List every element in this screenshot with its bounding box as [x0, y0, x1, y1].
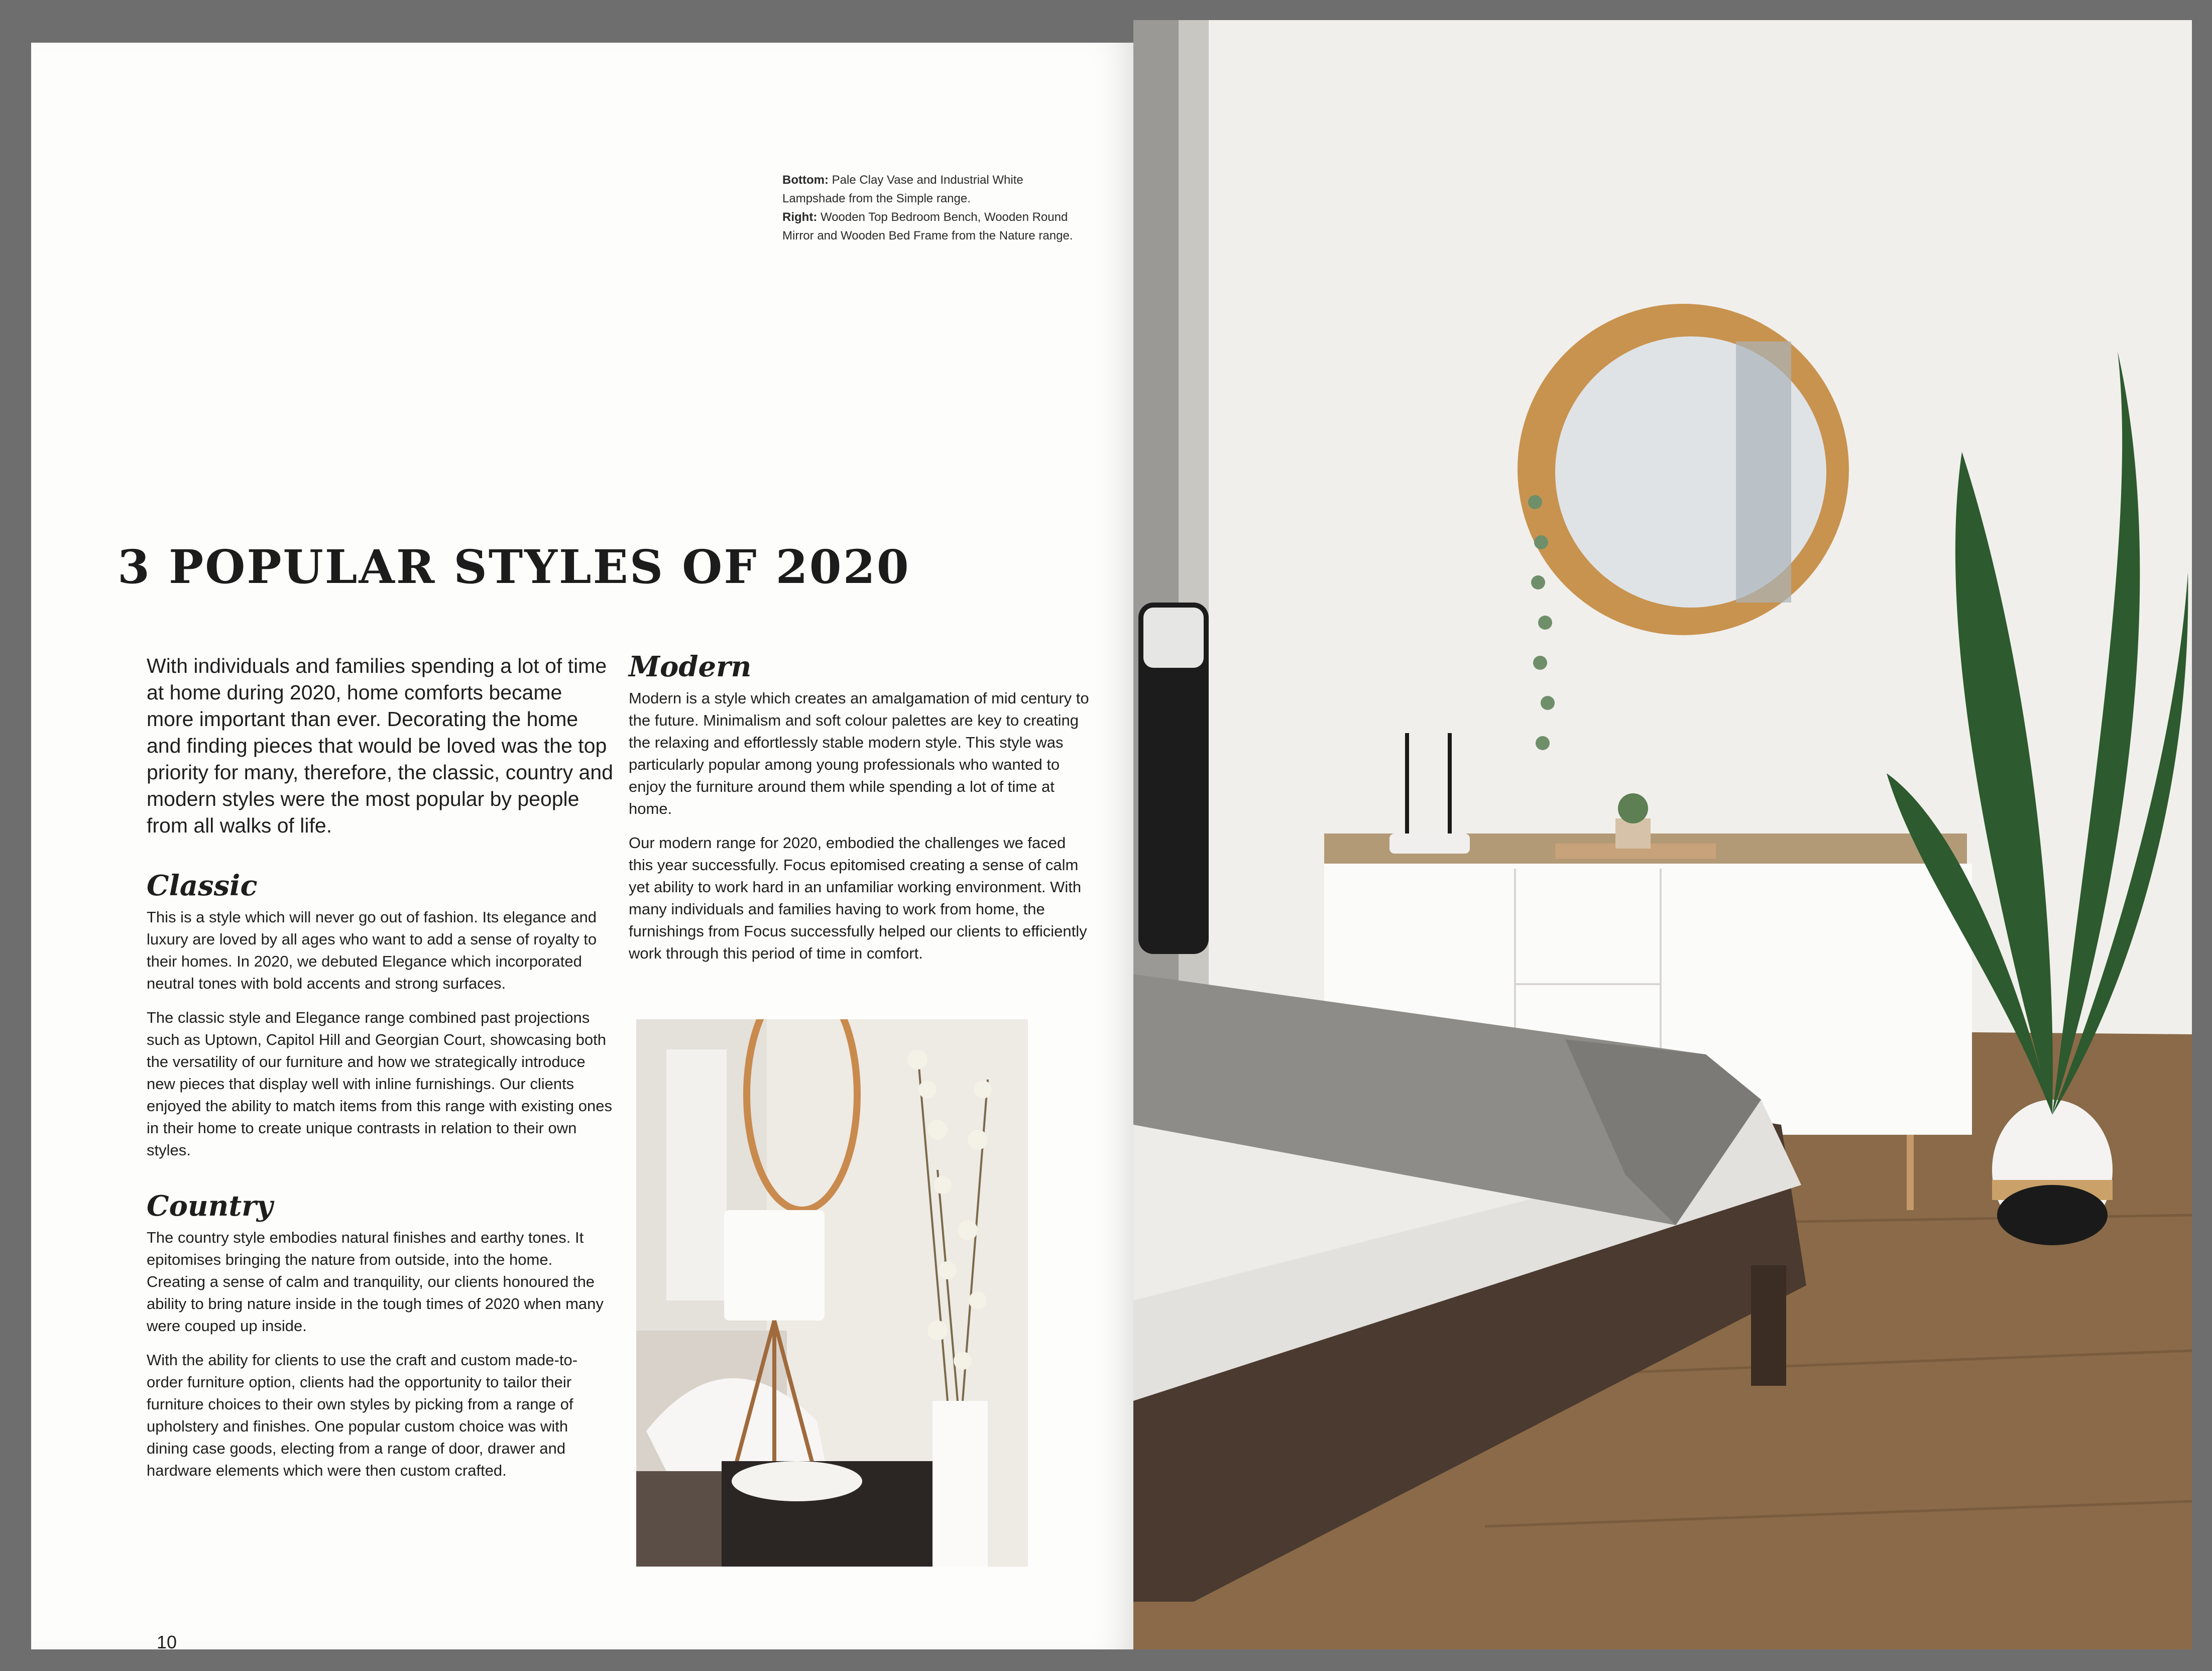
caption-right-text: Wooden Top Bedroom Bench, Wooden Round Mirror and Wooden Bed Frame from the Nature range. [782, 210, 1073, 243]
right-column [629, 650, 1093, 993]
modern-paragraph-2: Our modern range for 2020, embodied the challenges we faced this year successfully. Focus epitomised creating a sense of calm yet ability to work hard in an unfamiliar working environment. With many individuals and families having to work from home, the furnishings from Focus successfully helped our clients to efficiently work through this period of time in comfort. [629, 834, 1087, 962]
classic-heading: Classic [147, 869, 258, 902]
photo-caption [782, 171, 1084, 245]
classic-paragraph-1: This is a style which will never go out of fashion. Its elegance and luxury are loved by all ages who want to add a sense of royalty to their homes. In 2020, we debuted Elegance which incorporated neutral tones with bold accents and strong surfaces. [147, 908, 597, 992]
bedroom-illustration [1133, 20, 2192, 1649]
lamp-vase-photo [636, 1019, 1028, 1567]
caption-right-label: Right: [782, 210, 818, 224]
country-heading: Country [147, 1189, 273, 1223]
classic-section [147, 869, 614, 1161]
modern-heading: Modern [629, 650, 752, 683]
page-number: 10 [157, 1632, 177, 1652]
left-column [147, 653, 614, 1510]
page-title: 3 POPULAR STYLES OF 2020 [118, 540, 910, 594]
intro-paragraph: With individuals and families spending a lot of time at home during 2020, home comforts became more important than ever. Decorating the home and finding pieces that would be loved was the top priority for many, therefore, the classic, country and modern styles were the most popular by people from all walks of life. [147, 654, 613, 837]
caption-bottom-text: Pale Clay Vase and Industrial White Lampshade from the Simple range. [782, 173, 1023, 205]
country-section [147, 1189, 614, 1482]
country-paragraph-1: The country style embodies natural finishes and earthy tones. It epitomises bringing the nature from outside, into the home. Creating a sense of calm and tranquility, our clients honoured the ability to bring nature inside in the tough times of 2020 when many were couped up inside. [147, 1229, 604, 1335]
right-page-photo [1133, 20, 2192, 1649]
modern-section [629, 650, 1093, 965]
lamp-vase-illustration [636, 1019, 1028, 1567]
modern-paragraph-1: Modern is a style which creates an amalgamation of mid century to the future. Minimalism and soft colour palettes are key to creating the relaxing and effortlessly stable modern style. This style was particularly popular among young professionals who wanted to enjoy the furniture around them while spending a lot of time at home. [629, 689, 1089, 817]
classic-paragraph-2: The classic style and Elegance range combined past projections such as Uptown, Capitol Hill and Georgian Court, showcasing both the versatility of our furniture and how we strategically introduce new pieces that display well with inline furnishings. Our clients enjoyed the ability to match items from this range with existing ones in their home to create unique contrasts in relation to their own styles. [147, 1009, 613, 1159]
country-paragraph-2: With the ability for clients to use the craft and custom made-to-order furniture option, clients had the opportunity to tailor their furniture choices to their own styles by picking from a range of upholstery and finishes. One popular custom choice was with dining case goods, electing from a range of door, drawer and hardware elements which were then custom crafted. [147, 1351, 578, 1479]
left-page [31, 43, 1133, 1652]
caption-bottom-label: Bottom: [782, 173, 829, 187]
